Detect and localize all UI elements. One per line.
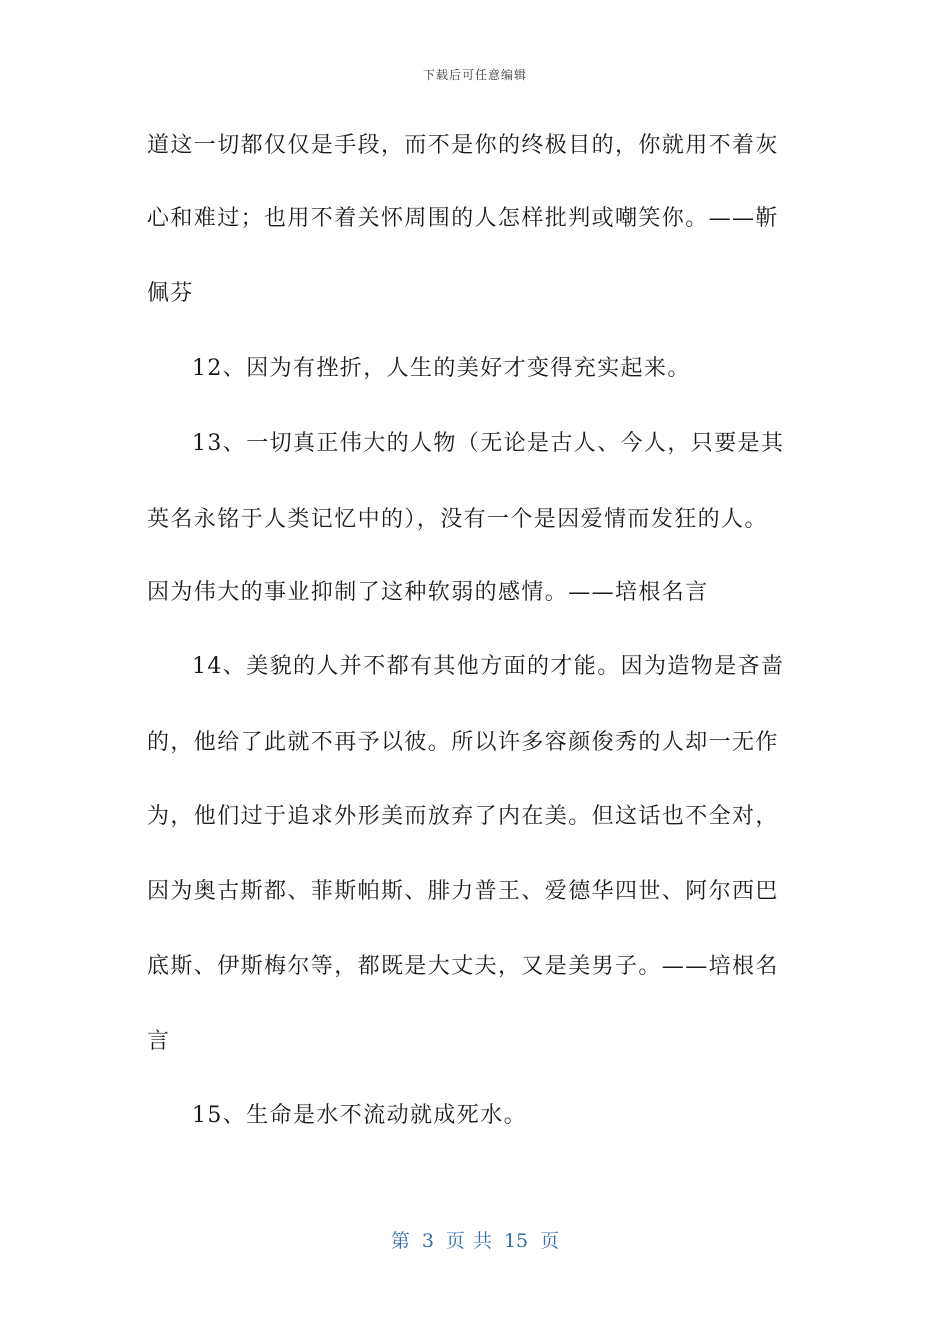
page-number [0, 1226, 950, 1253]
text-line: 佩芬 [147, 281, 194, 306]
text-line: 道这一切都仅仅是手段，而不是你的终极目的，你就用不着灰 [147, 133, 779, 158]
text-line: 因为伟大的事业抑制了这种软弱的感情。——培根名言 [147, 580, 709, 605]
current-page: 3 [421, 1230, 434, 1252]
text-line: 英名永铭于人类记忆中的），没有一个是因爱情而发狂的人。 [147, 507, 768, 532]
text-line: 13、一切真正伟大的人物（无论是古人、今人，只要是其 [192, 431, 785, 456]
page-middle: 页 共 [445, 1230, 492, 1252]
text-line: 心和难过；也用不着关怀周围的人怎样批判或嘲笑你。——靳 [147, 206, 779, 231]
page-prefix: 第 [390, 1230, 410, 1252]
page-suffix: 页 [540, 1230, 560, 1252]
text-line: 14、美貌的人并不都有其他方面的才能。因为造物是吝啬 [192, 654, 785, 679]
text-line: 12、因为有挫折，人生的美好才变得充实起来。 [192, 356, 691, 381]
text-line: 因为奥古斯都、菲斯帕斯、腓力普王、爱德华四世、阿尔西巴 [147, 879, 779, 904]
text-line: 15、生命是水不流动就成死水。 [192, 1103, 527, 1128]
total-pages: 15 [503, 1230, 529, 1252]
text-line: 的，他给了此就不再予以彼。所以许多容颜俊秀的人却一无作 [147, 730, 779, 755]
text-line: 言 [147, 1029, 171, 1054]
text-line: 为，他们过于追求外形美而放弃了内在美。但这话也不全对， [147, 804, 779, 829]
text-line: 底斯、伊斯梅尔等，都既是大丈夫，又是美男子。——培根名 [147, 954, 779, 979]
page-header: 下载后可任意编辑 [422, 68, 527, 82]
